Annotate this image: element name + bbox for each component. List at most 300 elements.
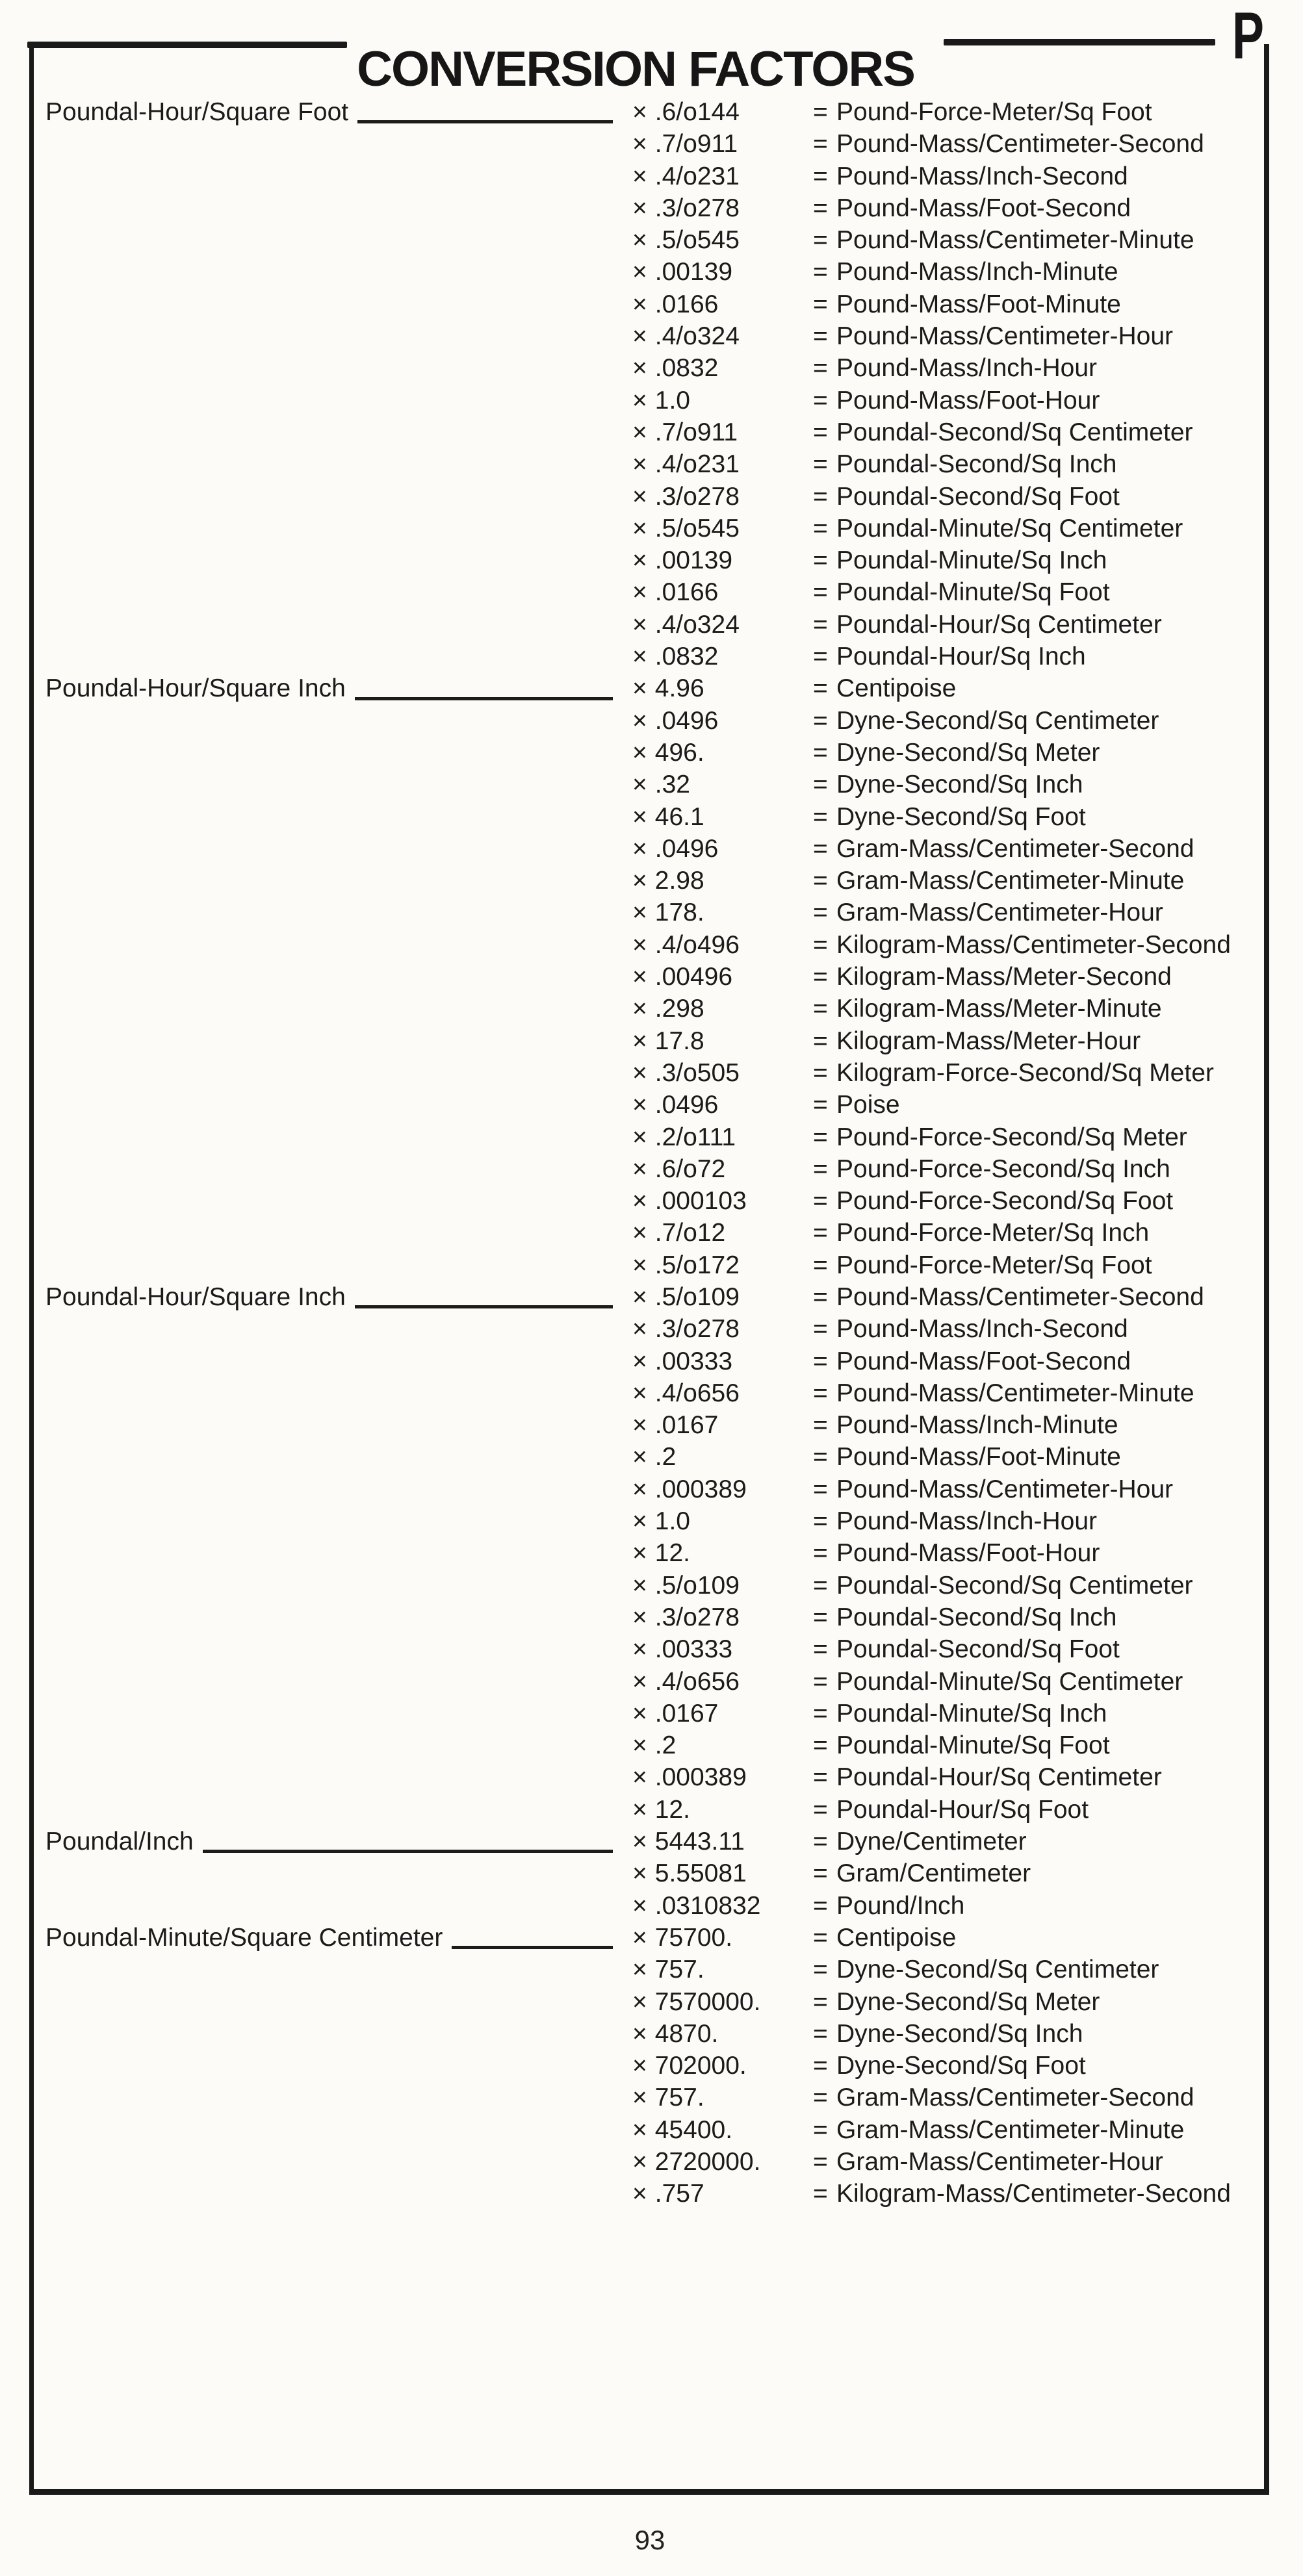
multiply-sign: × <box>632 1571 647 1600</box>
equals-sign: = <box>813 1956 828 1984</box>
source-unit-cell <box>45 1570 632 1601</box>
factor-cell <box>632 2146 813 2178</box>
conversion-row <box>45 2018 1266 2050</box>
factor-cell <box>632 769 813 800</box>
equals-sign: = <box>813 98 828 126</box>
multiply-sign: × <box>632 1603 647 1631</box>
conversion-row <box>45 192 1266 224</box>
source-unit-cell <box>45 1313 632 1345</box>
factor-cell <box>632 128 813 160</box>
factor-cell <box>632 1729 813 1761</box>
target-unit-label: Gram/Centimeter <box>836 1859 1031 1888</box>
multiply-sign: × <box>632 1219 647 1247</box>
conversion-row <box>45 513 1266 544</box>
factor-cell <box>632 1153 813 1185</box>
factor-value: .32 <box>654 771 690 799</box>
factor-value: 12. <box>654 1795 690 1824</box>
target-unit-label: Pound-Mass/Foot-Second <box>836 1347 1131 1375</box>
factor-cell <box>632 1441 813 1473</box>
conversion-table <box>45 96 1266 2210</box>
equals-sign: = <box>813 2052 828 2080</box>
equals-sign: = <box>813 322 828 351</box>
conversion-row <box>45 1409 1266 1441</box>
multiply-sign: × <box>632 418 647 446</box>
conversion-row <box>45 1537 1266 1569</box>
factor-value: 7570000. <box>654 1987 761 2016</box>
factor-cell <box>632 1185 813 1217</box>
equals-sign: = <box>813 1251 828 1279</box>
factor-value: 702000. <box>654 2052 747 2080</box>
conversion-row <box>45 320 1266 352</box>
factor-value: .00139 <box>654 546 733 575</box>
multiply-sign: × <box>632 1187 647 1216</box>
target-unit-label: Kilogram-Force-Second/Sq Meter <box>836 1058 1214 1087</box>
conversion-row <box>45 576 1266 608</box>
target-unit-label: Pound-Force-Meter/Sq Foot <box>836 98 1152 126</box>
equals-sign: = <box>813 610 828 639</box>
factor-value: .0496 <box>654 1091 719 1119</box>
equals-sign: = <box>813 738 828 767</box>
multiply-sign: × <box>632 514 647 542</box>
factor-cell <box>632 1217 813 1249</box>
source-unit-cell <box>45 160 632 192</box>
conversion-row <box>45 1025 1266 1057</box>
source-unit-cell <box>45 2082 632 2113</box>
factor-value: .00333 <box>654 1347 733 1375</box>
factor-value: 2.98 <box>654 867 704 895</box>
conversion-row <box>45 1601 1266 1633</box>
factor-value: .3/o278 <box>654 1315 740 1344</box>
factor-value: .4/o324 <box>654 322 740 351</box>
factor-cell <box>632 1473 813 1505</box>
source-unit-cell <box>45 2146 632 2178</box>
target-unit-label: Kilogram-Mass/Meter-Hour <box>836 1027 1141 1055</box>
factor-value: 757. <box>654 2084 704 2112</box>
equals-sign: = <box>813 899 828 927</box>
target-unit-label: Kilogram-Mass/Centimeter-Second <box>836 930 1231 959</box>
equals-sign: = <box>813 1219 828 1247</box>
target-unit-label: Poundal-Second/Sq Foot <box>836 1635 1120 1664</box>
factor-value: .757 <box>654 2180 704 2208</box>
multiply-sign: × <box>632 834 647 863</box>
equals-sign: = <box>813 1571 828 1600</box>
multiply-sign: × <box>632 1123 647 1151</box>
multiply-sign: × <box>632 1923 647 1952</box>
equals-sign: = <box>813 1923 828 1952</box>
equals-sign: = <box>813 2115 828 2144</box>
equals-sign: = <box>813 226 828 255</box>
source-unit-cell <box>45 961 632 993</box>
multiply-sign: × <box>632 1859 647 1888</box>
conversion-row <box>45 1377 1266 1409</box>
conversion-row <box>45 1505 1266 1537</box>
equals-sign: = <box>813 771 828 799</box>
target-unit-label: Pound-Mass/Foot-Hour <box>836 1539 1100 1568</box>
multiply-sign: × <box>632 1987 647 2016</box>
factor-cell <box>632 1954 813 1985</box>
source-unit-cell <box>45 1986 632 2018</box>
equals-sign: = <box>813 1282 828 1311</box>
equals-sign: = <box>813 1154 828 1183</box>
conversion-row <box>45 2114 1266 2146</box>
source-unit-label: Poundal-Hour/Square Foot <box>45 98 349 126</box>
source-unit-label: Poundal-Hour/Square Inch <box>45 1282 346 1311</box>
equals-sign: = <box>813 930 828 959</box>
factor-cell <box>632 1537 813 1569</box>
target-unit-label: Pound-Force-Second/Sq Inch <box>836 1154 1170 1183</box>
target-unit-label: Dyne-Second/Sq Meter <box>836 1987 1100 2016</box>
source-unit-cell <box>45 96 632 128</box>
equals-sign: = <box>813 386 828 414</box>
multiply-sign: × <box>632 1443 647 1472</box>
equals-sign: = <box>813 963 828 991</box>
conversion-row <box>45 1986 1266 2018</box>
factor-value: .2 <box>654 1443 677 1472</box>
factor-value: 17.8 <box>654 1027 704 1055</box>
page-number: 93 <box>634 2525 665 2555</box>
multiply-sign: × <box>632 867 647 895</box>
equals-sign: = <box>813 1891 828 1920</box>
source-unit-cell <box>45 1794 632 1826</box>
source-unit-cell <box>45 352 632 384</box>
conversion-row <box>45 352 1266 384</box>
conversion-row <box>45 224 1266 256</box>
conversion-row <box>45 481 1266 513</box>
conversion-row <box>45 1666 1266 1698</box>
factor-value: .2/o111 <box>654 1123 736 1151</box>
factor-value: .7/o911 <box>654 418 738 446</box>
source-unit-cell <box>45 1537 632 1569</box>
factor-value: .00139 <box>654 258 733 287</box>
multiply-sign: × <box>632 771 647 799</box>
source-unit-cell <box>45 609 632 641</box>
factor-cell <box>632 1570 813 1601</box>
conversion-row <box>45 160 1266 192</box>
equals-sign: = <box>813 1731 828 1760</box>
equals-sign: = <box>813 1058 828 1087</box>
target-unit-label: Pound-Force-Meter/Sq Inch <box>836 1219 1150 1247</box>
equals-sign: = <box>813 1187 828 1216</box>
conversion-row <box>45 929 1266 961</box>
equals-sign: = <box>813 1443 828 1472</box>
factor-value: .0496 <box>654 706 719 735</box>
factor-cell <box>632 993 813 1025</box>
target-unit-label: Poundal-Second/Sq Inch <box>836 450 1117 479</box>
leader-line <box>355 697 613 700</box>
factor-value: 12. <box>654 1539 690 1568</box>
source-unit-cell <box>45 1121 632 1153</box>
factor-cell <box>632 1922 813 1954</box>
factor-cell <box>632 416 813 448</box>
equals-sign: = <box>813 514 828 542</box>
factor-cell <box>632 641 813 672</box>
target-unit-label: Pound-Mass/Centimeter-Second <box>836 1282 1204 1311</box>
source-unit-cell <box>45 2178 632 2210</box>
multiply-sign: × <box>632 1154 647 1183</box>
source-unit-cell <box>45 1666 632 1698</box>
multiply-sign: × <box>632 1027 647 1055</box>
conversion-row <box>45 1794 1266 1826</box>
factor-value: .5/o109 <box>654 1571 740 1600</box>
target-unit-label: Dyne-Second/Sq Centimeter <box>836 706 1159 735</box>
factor-cell <box>632 1345 813 1377</box>
source-unit-cell <box>45 576 632 608</box>
factor-cell <box>632 833 813 865</box>
factor-cell <box>632 1089 813 1121</box>
factor-cell <box>632 865 813 897</box>
conversion-row <box>45 416 1266 448</box>
source-unit-cell <box>45 1377 632 1409</box>
target-unit-label: Pound-Mass/Foot-Second <box>836 194 1131 222</box>
multiply-sign: × <box>632 1347 647 1375</box>
source-unit-cell <box>45 1729 632 1761</box>
multiply-sign: × <box>632 2084 647 2112</box>
source-unit-cell <box>45 416 632 448</box>
source-unit-cell <box>45 1409 632 1441</box>
factor-cell <box>632 609 813 641</box>
source-unit-cell <box>45 513 632 544</box>
target-unit-label: Pound-Mass/Centimeter-Hour <box>836 322 1174 351</box>
equals-sign: = <box>813 546 828 575</box>
target-unit-label: Gram-Mass/Centimeter-Second <box>836 834 1194 863</box>
conversion-row <box>45 1249 1266 1281</box>
conversion-row <box>45 961 1266 993</box>
conversion-row <box>45 1217 1266 1249</box>
target-unit-label: Pound-Force-Second/Sq Foot <box>836 1187 1174 1216</box>
multiply-sign: × <box>632 1699 647 1728</box>
factor-value: .000389 <box>654 1475 747 1503</box>
equals-sign: = <box>813 578 828 607</box>
source-unit-cell <box>45 1025 632 1057</box>
target-unit-label: Poundal-Hour/Sq Inch <box>836 643 1086 671</box>
source-unit-cell <box>45 2114 632 2146</box>
multiply-sign: × <box>632 98 647 126</box>
multiply-sign: × <box>632 1795 647 1824</box>
source-unit-cell <box>45 1345 632 1377</box>
target-unit-label: Poundal-Second/Sq Centimeter <box>836 418 1193 446</box>
conversion-row <box>45 385 1266 416</box>
conversion-row <box>45 1922 1266 1954</box>
conversion-row <box>45 1441 1266 1473</box>
source-unit-cell <box>45 1089 632 1121</box>
target-unit-label: Pound-Mass/Inch-Second <box>836 162 1128 190</box>
factor-cell <box>632 160 813 192</box>
source-unit-cell <box>45 256 632 288</box>
factor-value: .3/o278 <box>654 1603 740 1631</box>
conversion-row <box>45 2178 1266 2210</box>
source-unit-cell <box>45 705 632 737</box>
factor-value: 178. <box>654 899 704 927</box>
factor-value: .0832 <box>654 643 719 671</box>
factor-cell <box>632 1057 813 1089</box>
conversion-row <box>45 96 1266 128</box>
conversion-row <box>45 1729 1266 1761</box>
factor-value: .0496 <box>654 834 719 863</box>
factor-value: .7/o911 <box>654 130 738 159</box>
multiply-sign: × <box>632 2052 647 2080</box>
multiply-sign: × <box>632 1956 647 1984</box>
conversion-row <box>45 993 1266 1025</box>
conversion-row <box>45 705 1266 737</box>
target-unit-label: Poundal-Hour/Sq Foot <box>836 1795 1089 1824</box>
factor-cell <box>632 1505 813 1537</box>
factor-value: 496. <box>654 738 704 767</box>
conversion-row <box>45 1954 1266 1985</box>
equals-sign: = <box>813 258 828 287</box>
conversion-row <box>45 1089 1266 1121</box>
source-unit-cell <box>45 897 632 928</box>
factor-value: .4/o656 <box>654 1379 740 1407</box>
source-unit-cell <box>45 385 632 416</box>
equals-sign: = <box>813 194 828 222</box>
multiply-sign: × <box>632 1763 647 1792</box>
factor-cell <box>632 288 813 320</box>
multiply-sign: × <box>632 1828 647 1856</box>
equals-sign: = <box>813 706 828 735</box>
target-unit-label: Pound/Inch <box>836 1891 965 1920</box>
equals-sign: = <box>813 1475 828 1503</box>
equals-sign: = <box>813 450 828 479</box>
target-unit-label: Pound-Mass/Inch-Hour <box>836 354 1098 383</box>
leader-line <box>357 120 613 123</box>
target-unit-label: Dyne-Second/Sq Foot <box>836 802 1086 831</box>
factor-value: 757. <box>654 1956 704 1984</box>
factor-cell <box>632 2018 813 2050</box>
source-unit-cell <box>45 672 632 704</box>
multiply-sign: × <box>632 1667 647 1696</box>
equals-sign: = <box>813 1667 828 1696</box>
conversion-row <box>45 2050 1266 2082</box>
factor-cell <box>632 2050 813 2082</box>
multiply-sign: × <box>632 706 647 735</box>
multiply-sign: × <box>632 1475 647 1503</box>
source-unit-label: Poundal-Minute/Square Centimeter <box>45 1923 443 1952</box>
conversion-row <box>45 1345 1266 1377</box>
source-unit-cell <box>45 1249 632 1281</box>
target-unit-label: Pound-Mass/Centimeter-Minute <box>836 1379 1194 1407</box>
factor-value: 2720000. <box>654 2148 761 2176</box>
source-unit-cell <box>45 1505 632 1537</box>
conversion-row <box>45 544 1266 576</box>
factor-cell <box>632 513 813 544</box>
target-unit-label: Poundal-Minute/Sq Inch <box>836 1699 1107 1728</box>
source-unit-cell <box>45 641 632 672</box>
multiply-sign: × <box>632 963 647 991</box>
target-unit-label: Pound-Mass/Centimeter-Hour <box>836 1475 1174 1503</box>
source-unit-cell <box>45 2050 632 2082</box>
equals-sign: = <box>813 1347 828 1375</box>
factor-value: .5/o545 <box>654 226 740 255</box>
source-unit-cell <box>45 481 632 513</box>
factor-value: .5/o545 <box>654 514 740 542</box>
target-unit-label: Gram-Mass/Centimeter-Minute <box>836 2115 1185 2144</box>
conversion-row <box>45 1761 1266 1793</box>
factor-value: 1.0 <box>654 386 690 414</box>
multiply-sign: × <box>632 578 647 607</box>
source-unit-label: Poundal/Inch <box>45 1828 194 1856</box>
multiply-sign: × <box>632 1635 647 1664</box>
leader-line <box>355 1305 613 1308</box>
source-unit-cell <box>45 192 632 224</box>
multiply-sign: × <box>632 674 647 703</box>
source-unit-cell <box>45 1633 632 1665</box>
equals-sign: = <box>813 418 828 446</box>
equals-sign: = <box>813 130 828 159</box>
factor-value: 5443.11 <box>654 1828 745 1856</box>
conversion-row <box>45 1570 1266 1601</box>
target-unit-label: Poundal-Hour/Sq Centimeter <box>836 1763 1162 1792</box>
factor-value: .5/o172 <box>654 1251 740 1279</box>
conversion-row <box>45 1153 1266 1185</box>
equals-sign: = <box>813 674 828 703</box>
source-unit-cell <box>45 1281 632 1313</box>
factor-cell <box>632 1409 813 1441</box>
source-unit-cell <box>45 1698 632 1729</box>
factor-cell <box>632 1890 813 1922</box>
factor-value: .4/o231 <box>654 450 740 479</box>
multiply-sign: × <box>632 1539 647 1568</box>
target-unit-label: Pound-Force-Meter/Sq Foot <box>836 1251 1152 1279</box>
equals-sign: = <box>813 1411 828 1440</box>
section-letter-badge: P <box>1232 0 1264 73</box>
multiply-sign: × <box>632 194 647 222</box>
conversion-row <box>45 2082 1266 2113</box>
factor-cell <box>632 1377 813 1409</box>
target-unit-label: Poundal-Minute/Sq Foot <box>836 1731 1110 1760</box>
multiply-sign: × <box>632 226 647 255</box>
equals-sign: = <box>813 2019 828 2048</box>
leader-line <box>203 1850 613 1853</box>
equals-sign: = <box>813 2084 828 2112</box>
conversion-row <box>45 1857 1266 1889</box>
source-unit-cell <box>45 1441 632 1473</box>
target-unit-label: Pound-Force-Second/Sq Meter <box>836 1123 1187 1151</box>
source-unit-cell <box>45 1761 632 1793</box>
target-unit-label: Poundal-Second/Sq Centimeter <box>836 1571 1193 1600</box>
equals-sign: = <box>813 802 828 831</box>
conversion-row <box>45 1281 1266 1313</box>
multiply-sign: × <box>632 130 647 159</box>
factor-cell <box>632 672 813 704</box>
equals-sign: = <box>813 1507 828 1536</box>
multiply-sign: × <box>632 1731 647 1760</box>
conversion-row <box>45 256 1266 288</box>
target-unit-label: Poundal-Second/Sq Foot <box>836 482 1120 511</box>
factor-value: .3/o505 <box>654 1058 740 1087</box>
factor-cell <box>632 897 813 928</box>
source-unit-cell <box>45 1922 632 1954</box>
source-unit-label: Poundal-Hour/Square Inch <box>45 674 346 703</box>
factor-cell <box>632 705 813 737</box>
factor-cell <box>632 544 813 576</box>
equals-sign: = <box>813 1859 828 1888</box>
multiply-sign: × <box>632 1251 647 1279</box>
target-unit-label: Centipoise <box>836 674 957 703</box>
equals-sign: = <box>813 1539 828 1568</box>
equals-sign: = <box>813 1763 828 1792</box>
target-unit-label: Centipoise <box>836 1923 957 1952</box>
factor-cell <box>632 385 813 416</box>
target-unit-label: Poundal-Minute/Sq Inch <box>836 546 1107 575</box>
source-unit-cell <box>45 1185 632 1217</box>
equals-sign: = <box>813 1828 828 1856</box>
conversion-row <box>45 128 1266 160</box>
equals-sign: = <box>813 482 828 511</box>
multiply-sign: × <box>632 1507 647 1536</box>
target-unit-label: Dyne-Second/Sq Meter <box>836 738 1100 767</box>
factor-value: .0310832 <box>654 1891 761 1920</box>
target-unit-label: Pound-Mass/Centimeter-Minute <box>836 226 1194 255</box>
